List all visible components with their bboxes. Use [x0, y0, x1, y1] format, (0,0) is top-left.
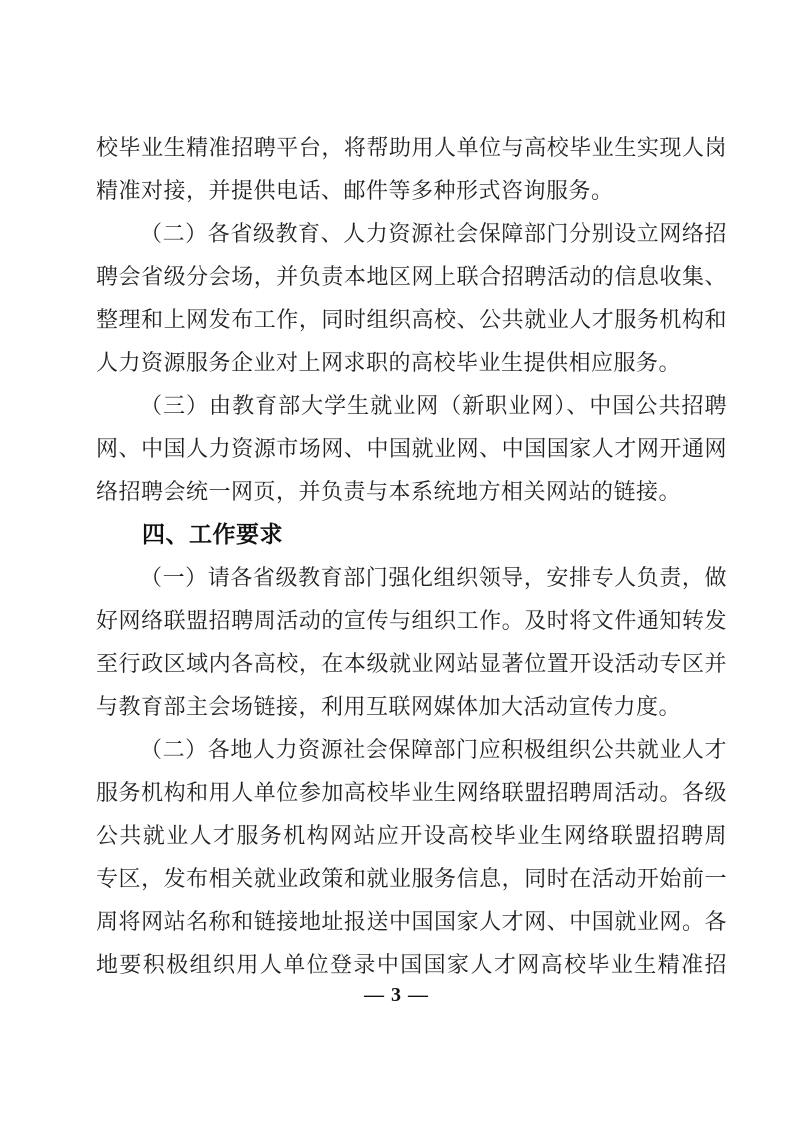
text-line: （二）各省级教育、人力资源社会保障部门分别设立网络招: [140, 221, 727, 246]
text-line: 人力资源服务企业对上网求职的高校毕业生提供相应服务。: [96, 350, 682, 375]
text-line: （二）各地人力资源社会保障部门应积极组织公共就业人才: [140, 737, 727, 762]
text-line: （三）由教育部大学生就业网（新职业网）、中国公共招聘: [140, 393, 727, 418]
page-number: [0, 984, 793, 1007]
text-line: 地要积极组织用人单位登录中国国家人才网高校毕业生精准招: [96, 952, 727, 977]
section-heading: 四、工作要求: [142, 521, 283, 547]
text-line: 至行政区域内各高校，在本级就业网站显著位置开设活动专区并: [96, 651, 727, 676]
text-line: 公共就业人才服务机构网站应开设高校毕业生网络联盟招聘周: [96, 823, 727, 848]
text-line: 好网络联盟招聘周活动的宣传与组织工作。及时将文件通知转发: [96, 608, 727, 633]
document-body: [96, 126, 727, 986]
text-line: 聘会省级分会场，并负责本地区网上联合招聘活动的信息收集、: [96, 264, 727, 289]
text-line: 服务机构和用人单位参加高校毕业生网络联盟招聘周活动。各级: [96, 780, 727, 805]
text-line: 络招聘会统一网页，并负责与本系统地方相关网站的链接。: [96, 479, 682, 504]
text-line: 整理和上网发布工作，同时组织高校、公共就业人才服务机构和: [96, 307, 727, 332]
text-line: （一）请各省级教育部门强化组织领导，安排专人负责，做: [140, 565, 727, 590]
text-line: 网、中国人力资源市场网、中国就业网、中国国家人才网开通网: [96, 436, 727, 461]
text-line: 校毕业生精准招聘平台，将帮助用人单位与高校毕业生实现人岗: [96, 135, 727, 160]
page-number-label: — 3 —: [364, 984, 429, 1006]
text-line: 与教育部主会场链接，利用互联网媒体加大活动宣传力度。: [96, 694, 682, 719]
text-line: 精准对接，并提供电话、邮件等多种形式咨询服务。: [96, 178, 614, 203]
text-line: 专区，发布相关就业政策和就业服务信息，同时在活动开始前一: [96, 866, 727, 891]
text-line: 周将网站名称和链接地址报送中国国家人才网、中国就业网。各: [96, 909, 727, 934]
